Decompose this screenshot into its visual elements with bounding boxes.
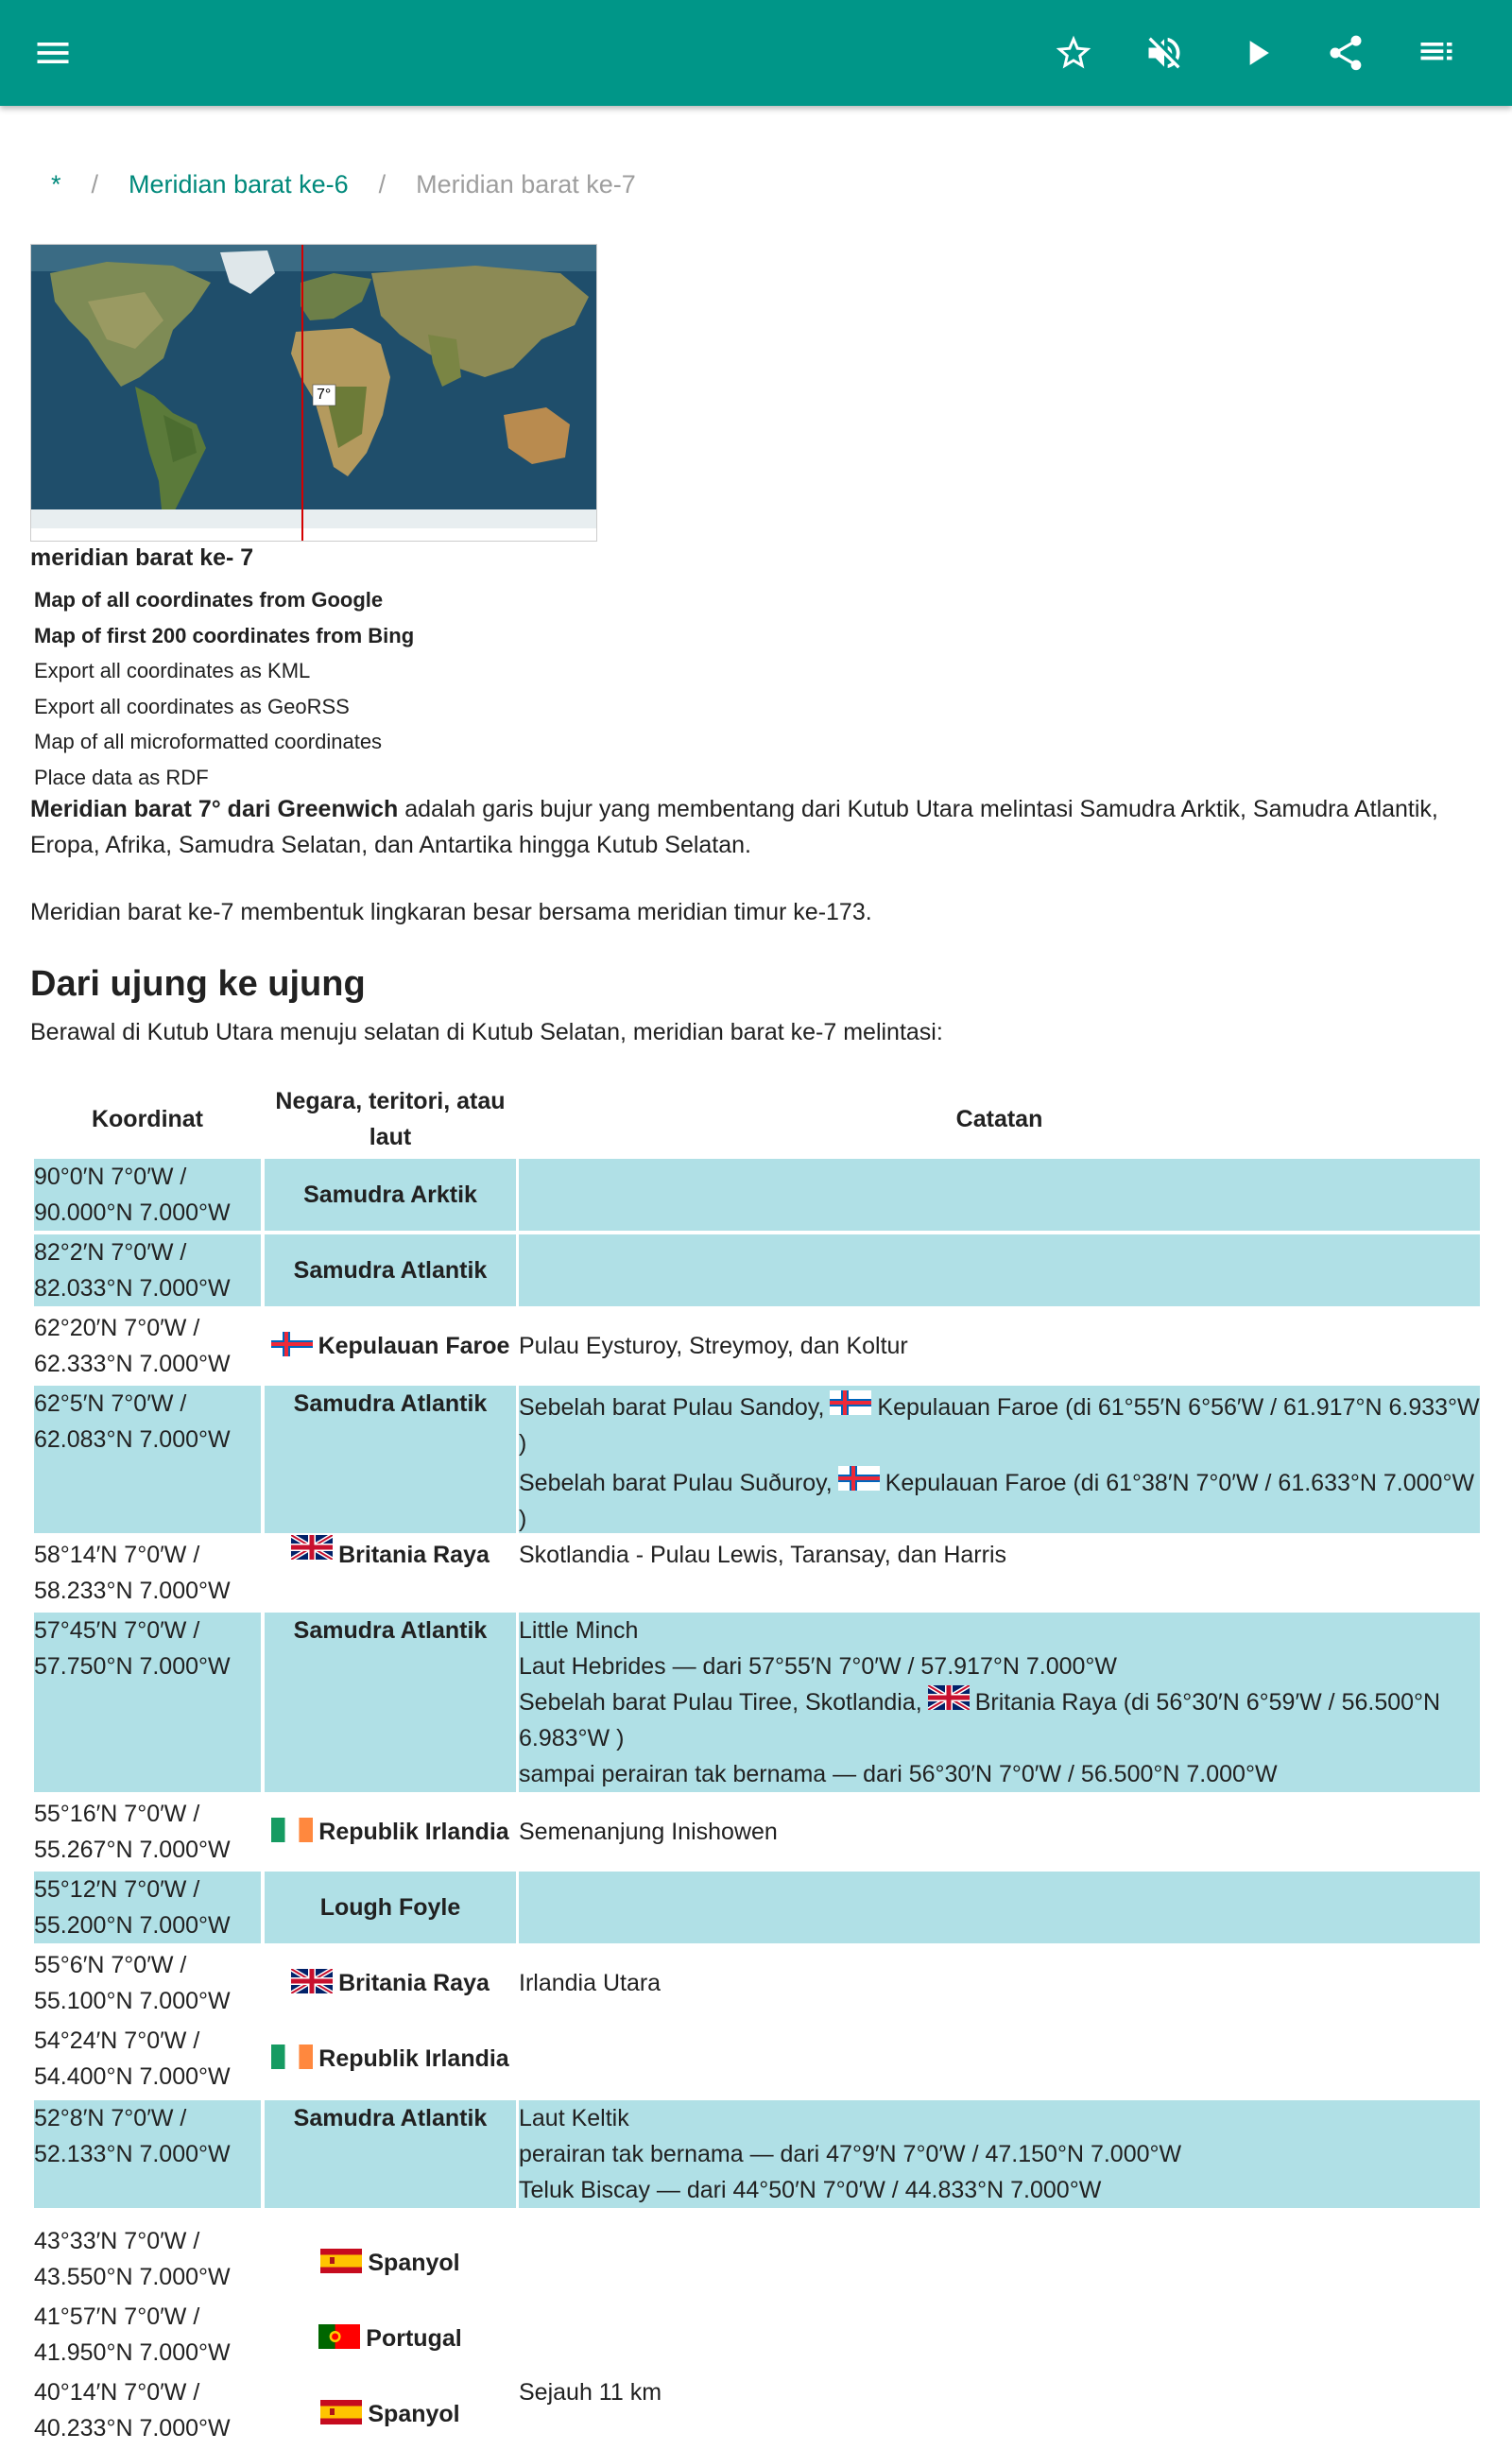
section-lead: Berawal di Kutub Utara menuju selatan di Kutub Selatan, meridian barat ke-7 melintasi: [30, 1019, 943, 1045]
meridian-degree-label: 7° [317, 387, 332, 403]
breadcrumb-current: Meridian barat ke-7 [416, 170, 636, 198]
country-name: Republik Irlandia [318, 2045, 509, 2072]
coord-cell[interactable]: 55°16′N 7°0′W / 55.267°N 7.000°W [34, 1801, 231, 1863]
uk-flag-icon [291, 1969, 333, 1993]
notes-cell [519, 1613, 1480, 1792]
bookmark-button[interactable] [1045, 25, 1102, 81]
table-row [30, 1159, 1480, 1234]
note-text: Little Minch [519, 1617, 639, 1644]
app-bar [0, 0, 1512, 106]
coord-cell[interactable]: 55°6′N 7°0′W / 55.100°N 7.000°W [34, 1952, 231, 2014]
coord-cell[interactable]: 52°8′N 7°0′W / 52.133°N 7.000°W [34, 2100, 261, 2208]
country-name: Britania Raya [338, 1970, 490, 1996]
coord-cell[interactable]: 90°0′N 7°0′W / 90.000°N 7.000°W [34, 1159, 261, 1231]
notes-cell [519, 2223, 1480, 2295]
note-text: Teluk Biscay — dari 44°50′N 7°0′W / 44.833°N 7.000°W [519, 2177, 1102, 2203]
ireland-flag-icon [271, 2045, 313, 2069]
menu-icon [32, 32, 74, 74]
notes-cell [519, 2100, 1480, 2208]
second-paragraph: Meridian barat ke-7 membentuk lingkaran besar bersama meridian timur ke-173. [30, 899, 872, 925]
table-row [30, 1613, 1480, 1796]
notes-cell [519, 1234, 1480, 1306]
country-cell[interactable] [265, 1947, 516, 2019]
coord-cell[interactable]: 40°14′N 7°0′W / 40.233°N 7.000°W [34, 2379, 231, 2441]
country-cell[interactable] [265, 2299, 516, 2371]
note-text: Sebelah barat Pulau Tiree, Skotlandia, [519, 1689, 922, 1716]
coord-cell[interactable]: 62°5′N 7°0′W / 62.083°N 7.000°W [34, 1386, 261, 1533]
breadcrumb-separator: / [378, 170, 387, 198]
table-row [30, 1537, 1480, 1613]
play-icon [1236, 32, 1278, 74]
note-text: Laut Keltik [519, 2105, 629, 2131]
table-row [30, 1386, 1480, 1537]
faroe-flag-icon [271, 1332, 313, 1356]
rdf-link[interactable]: Place data as RDF [34, 765, 209, 789]
country-cell[interactable]: Samudra Atlantik [265, 1386, 516, 1533]
breadcrumb-separator: / [91, 170, 99, 198]
country-cell[interactable] [265, 1310, 516, 1382]
country-cell[interactable]: Samudra Atlantik [265, 1234, 516, 1306]
export-georss-link[interactable]: Export all coordinates as GeoRSS [34, 694, 350, 718]
map-links [34, 582, 414, 795]
country-name: Spanyol [368, 2401, 460, 2427]
country-name: Spanyol [368, 2250, 460, 2276]
bing-map-link[interactable]: Map of first 200 coordinates from Bing [34, 623, 415, 647]
country-cell[interactable] [265, 1537, 516, 1609]
play-button[interactable] [1228, 25, 1285, 81]
country-cell[interactable]: Samudra Arktik [265, 1159, 516, 1231]
header-coord: Koordinat [91, 1106, 204, 1132]
faroe-flag-icon [838, 1466, 880, 1491]
share-button[interactable] [1317, 25, 1374, 81]
coord-cell[interactable]: 55°12′N 7°0′W / 55.200°N 7.000°W [34, 1872, 261, 1943]
notes-cell [519, 2299, 1480, 2371]
meridian-table [30, 1079, 1480, 2450]
star-icon [1053, 32, 1094, 74]
country-cell[interactable] [265, 2023, 516, 2095]
coord-cell[interactable]: 57°45′N 7°0′W / 57.750°N 7.000°W [34, 1613, 261, 1792]
notes-cell: Semenanjung Inishowen [519, 1819, 778, 1845]
note-text: perairan tak bernama — dari 47°9′N 7°0′W / 47.150°N 7.000°W [519, 2141, 1182, 2167]
volume-off-icon [1143, 32, 1185, 74]
table-row [30, 2023, 1480, 2090]
table-row [30, 1234, 1480, 1310]
world-map-image[interactable] [30, 244, 597, 542]
playlist-icon [1416, 32, 1457, 74]
spain-flag-icon [320, 2249, 362, 2273]
note-link[interactable]: Kepulauan Faroe (di 61°55′N 6°56′W / 61.917°N 6.933°W ) [519, 1394, 1480, 1457]
breadcrumb-home[interactable]: * [51, 170, 61, 198]
map-caption: meridian barat ke- 7 [30, 544, 254, 571]
table-row [30, 1947, 1480, 2023]
share-icon [1325, 32, 1366, 74]
country-name: Kepulauan Faroe [318, 1333, 510, 1359]
section-heading: Dari ujung ke ujung [30, 964, 366, 1004]
note-link[interactable]: Britania Raya (di 56°30′N 6°59′W / 56.500°N 6.983°W ) [519, 1689, 1441, 1751]
microformat-map-link[interactable]: Map of all microformatted coordinates [34, 730, 383, 753]
menu-button[interactable] [25, 25, 81, 81]
intro-paragraph [30, 791, 1486, 863]
table-row [30, 1872, 1480, 1947]
country-name: Portugal [366, 2325, 462, 2352]
table-row [30, 1796, 1480, 1872]
coord-cell[interactable]: 54°24′N 7°0′W / 54.400°N 7.000°W [34, 2027, 231, 2090]
coord-cell[interactable]: 58°14′N 7°0′W / 58.233°N 7.000°W [34, 1542, 231, 1604]
country-cell[interactable] [265, 2223, 516, 2295]
uk-flag-icon [291, 1535, 333, 1560]
portugal-flag-icon [318, 2324, 360, 2349]
coord-cell[interactable]: 82°2′N 7°0′W / 82.033°N 7.000°W [34, 1234, 261, 1306]
notes-cell: Pulau Eysturoy, Streymoy, dan Koltur [519, 1333, 908, 1359]
notes-cell [519, 1159, 1480, 1231]
table-row [30, 2299, 1480, 2374]
intro-bold: Meridian barat 7° dari Greenwich [30, 796, 399, 822]
breadcrumb [51, 170, 636, 199]
table-row [30, 2374, 1480, 2450]
country-cell[interactable] [265, 1796, 516, 1868]
table-header [30, 1079, 1480, 1159]
breadcrumb-parent[interactable]: Meridian barat ke-6 [129, 170, 349, 198]
playlist-button[interactable] [1408, 25, 1465, 81]
intro-text: adalah garis bujur yang membentang dari Kutub Utara melintasi Samudra Arktik, Samudra Atlantik, Eropa, Afrika, Samudra Selatan, dan Antartika hingga Kutub Selatan. [30, 796, 1438, 858]
country-cell[interactable]: Samudra Atlantik [265, 1613, 516, 1792]
notes-cell: Sejauh 11 km [519, 2379, 662, 2406]
notes-cell: Skotlandia - Pulau Lewis, Taransay, dan Harris [519, 1542, 1007, 1568]
country-cell[interactable]: Lough Foyle [265, 1872, 516, 1943]
notes-cell [519, 1872, 1480, 1943]
country-name: Republik Irlandia [318, 1819, 509, 1845]
spain-flag-icon [320, 2400, 362, 2424]
coord-cell[interactable]: 62°20′N 7°0′W / 62.333°N 7.000°W [34, 1315, 231, 1377]
table-row [30, 1310, 1480, 1386]
export-kml-link[interactable]: Export all coordinates as KML [34, 659, 311, 682]
note-text: sampai perairan tak bernama — dari 56°30′N 7°0′W / 56.500°N 7.000°W [519, 1761, 1278, 1787]
google-map-link[interactable]: Map of all coordinates from Google [34, 588, 384, 612]
coord-cell[interactable]: 43°33′N 7°0′W / 43.550°N 7.000°W [34, 2228, 231, 2290]
notes-cell [519, 1386, 1480, 1533]
mute-button[interactable] [1136, 25, 1193, 81]
note-text: Sebelah barat Pulau Suðuroy, [519, 1470, 833, 1496]
table-row [30, 2100, 1480, 2223]
faroe-flag-icon [830, 1390, 871, 1415]
coord-cell[interactable]: 41°57′N 7°0′W / 41.950°N 7.000°W [34, 2303, 231, 2366]
notes-cell [519, 2023, 1480, 2079]
notes-cell: Irlandia Utara [519, 1970, 662, 1996]
header-country: Negara, teritori, atau laut [275, 1088, 506, 1150]
header-notes: Catatan [955, 1106, 1043, 1132]
uk-flag-icon [928, 1685, 970, 1710]
country-cell[interactable] [265, 2374, 516, 2446]
country-cell[interactable]: Samudra Atlantik [265, 2100, 516, 2208]
table-row [30, 2223, 1480, 2299]
note-text: Sebelah barat Pulau Sandoy, [519, 1394, 825, 1421]
ireland-flag-icon [271, 1818, 313, 1842]
country-name: Britania Raya [338, 1542, 490, 1568]
note-text: Laut Hebrides — dari 57°55′N 7°0′W / 57.917°N 7.000°W [519, 1653, 1118, 1680]
note-link[interactable]: Kepulauan Faroe (di 61°38′N 7°0′W / 61.633°N 7.000°W ) [519, 1470, 1475, 1532]
